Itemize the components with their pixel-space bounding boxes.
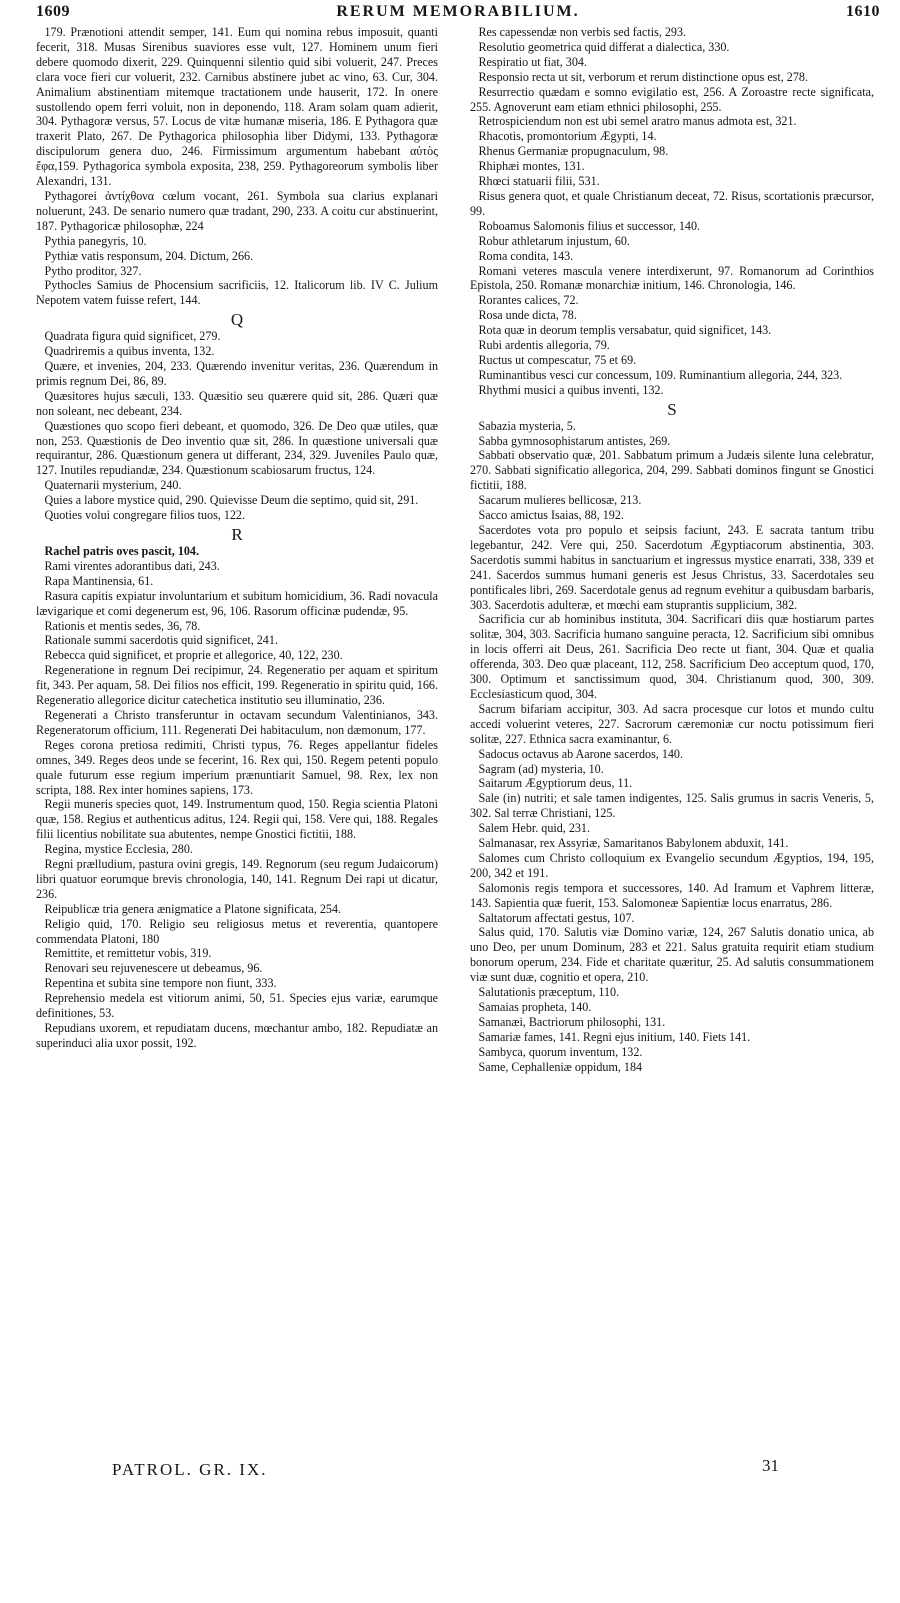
index-entry: Sagram (ad) mysteria, 10. bbox=[478, 761, 604, 776]
index-entry: Sambyca, quorum inventum, 132. bbox=[478, 1044, 643, 1059]
index-entry: Regii muneris species quot, 149. Instrumentum quod, 150. Regia scientia Platoni quæ, 158. Regius et authenticus aditus, 124. Regii qui, 158. Vere qui, 188. Regales filii licentius nobilitate sua abutentes, nempe Gnostici fictitii, 188. bbox=[36, 797, 438, 842]
section-letter: S bbox=[667, 399, 677, 419]
index-entry: Rota quæ in deorum templis versabatur, quid significet, 143. bbox=[478, 323, 772, 338]
index-entry: Remittite, et remittetur vobis, 319. bbox=[44, 946, 212, 961]
index-entry: Respiratio ut fiat, 304. bbox=[478, 54, 587, 69]
index-entry: Sacerdotes vota pro populo et seipsis faciunt, 243. E sacrata tantum tribu legebantur, 242. Vere qui, 250. Sacerdotum Ægyptiacorum abstinentia, 303. Sacerdotis summi habitus in sanctuarium et ingressus mystice enarrati, 338, 339 et 241. Sacerdos summus humani generis est Jesus Christus, 33. Sacerdotales seu pontificales libri, 269. Sacerdotale genus ad regnum evehitur a quibusdam barbaris, 303. Sacerdotis adulteræ, et mœchi eam stuprantis supplicium, 382. bbox=[470, 523, 875, 612]
running-header bbox=[36, 3, 880, 25]
index-entry: Rhenus Germaniæ propugnaculum, 98. bbox=[478, 144, 669, 159]
index-entry: Samanæi, Bactriorum philosophi, 131. bbox=[478, 1014, 666, 1029]
index-entry: Ruminantibus vesci cur concessum, 109. Ruminantium allegoria, 244, 323. bbox=[478, 367, 843, 382]
index-entry: Quæsitores hujus sæculi, 133. Quæsitio seu quærere quid sit, 286. Quæri quæ non soleant, nec debeant, 234. bbox=[36, 388, 438, 418]
index-entry: Pythocles Samius de Phocensium sacrificiis, 12. Italicorum lib. IV C. Julium Nepotem vatem fuisse refert, 144. bbox=[36, 278, 438, 308]
index-entry: 179. Prænotioni attendit semper, 141. Eum qui nomina rebus imposuit, quanti fecerit, 318. Musas Sirenibus suaviores esse vult, 127. Hominem unum fieri debere quomodo dixerit, 229. Quinquenni silentio quid sibi voluerit, 247. Preces clara voce fieri cur voluerit, 232. Carnibus abstinere jubet ac vino, 63. Cur, 304. Animalium abstinentiam mitemque tractationem unde hauserit, 172. In onere sustollendo opem ferri voluit, non in deponendo, 118. Aram solam quam adierit, 304. Pythagoræ versus, 57. Locus de vitæ humanæ miseria, 186. E Pythagora quæ traxerit Plato, 267. De Pythagorica philosophia liber Didymi, 133. Pythagoræ discipulorum genera duo, 246. Firmissimum argumentum habebant αὐτὸς ἔφα,159. Pythagorica symbola exposita, 238, 259. Pythagoreorum symbolis liber Alexandri, 131. bbox=[36, 25, 438, 189]
signature-mark: PATROL. GR. IX. bbox=[112, 1460, 268, 1479]
index-entry: Regni prælludium, pastura ovini gregis, 149. Regnorum (seu regum Judaicorum) libri quatuor eorumque brevis chronologia, 140, 141. Regnum Dei rapi ut dicatur, 236. bbox=[36, 857, 438, 901]
index-entry: Res capessendæ non verbis sed factis, 293. bbox=[478, 25, 687, 39]
index-entry: Quære, et invenies, 204, 233. Quærendo invenitur veritas, 236. Quærendum in primis regnum Dei, 86, 89. bbox=[36, 359, 438, 388]
index-entry: Ructus ut compescatur, 75 et 69. bbox=[478, 352, 637, 367]
index-entry: Quoties volui congregare filios tuos, 122. bbox=[44, 508, 245, 523]
index-entry: Rebecca quid significet, et proprie et allegorice, 40, 122, 230. bbox=[44, 648, 343, 663]
section-letter: R bbox=[231, 525, 243, 544]
index-entry: Rubi ardentis allegoria, 79. bbox=[478, 338, 610, 353]
index-entry: Salmanasar, rex Assyriæ, Samaritanos Babylonem abduxit, 141. bbox=[478, 836, 789, 851]
running-title: RERUM MEMORABILIUM. bbox=[336, 3, 580, 20]
index-entry: Resurrectio quædam e somno evigilatio est, 256. A Zoroastre recte significata, 255. Agnoverunt eam etiam ethnici philosophi, 255. bbox=[470, 84, 874, 114]
index-entry: Sale (in) nutriti; et sale tamen indigentes, 125. Salis grumus in sacris Veneris, 5, 302. Sal terræ Christiani, 125. bbox=[470, 791, 874, 821]
index-entry: Pytho proditor, 327. bbox=[44, 263, 142, 278]
index-entry: Rhacotis, promontorium Ægypti, 14. bbox=[478, 129, 657, 144]
index-entry: Romani veteres mascula venere interdixerunt, 97. Romanorum ad Corinthios Epistola, 250. Romanæ monarchiæ initium, 146. Chronologia, 146. bbox=[470, 263, 874, 293]
index-entry: Rasura capitis expiatur involuntarium et subitum homicidium, 36. Radi novacula lævigarique et comi degenerum est, 96, 106. Rasorum officinæ pudendæ, 95. bbox=[36, 588, 438, 618]
index-entry: Pythiæ vatis responsum, 204. Dictum, 266. bbox=[44, 248, 254, 263]
index-entry: Robur athletarum injustum, 60. bbox=[478, 233, 630, 248]
index-entry: Samaias propheta, 140. bbox=[478, 1000, 592, 1014]
page-number-left: 1609 bbox=[36, 3, 70, 20]
index-entry: Roma condita, 143. bbox=[478, 248, 574, 263]
page-number-right: 1610 bbox=[846, 3, 880, 20]
index-entry: Reprehensio medela est vitiorum animi, 50, 51. Species ejus variæ, earumque definitiones, 53. bbox=[36, 991, 438, 1021]
index-entry: Saitarum Ægyptiorum deus, 11. bbox=[478, 776, 633, 791]
index-entry: Pythagorei ἀντίχθονα cœlum vocant, 261. Symbola sua clarius explanari noluerunt, 243. De senario numero quæ tradant, 290, 233. A coitu cur abstinuerint, 187. Pythagoricæ philosophæ, 224 bbox=[36, 188, 438, 233]
index-entry: Same, Cephalleniæ oppidum, 184 bbox=[478, 1059, 643, 1074]
index-entry: Sacrificia cur ab hominibus instituta, 304. Sacrificari diis quæ hostiarum partes solitæ, 304, 303. Sacrificia humano sanguine peracta, 12. Sacrificium sibi omnibus in locis offerri ait Deus, 261. Sacrificia Deo recte ut fiant, 304. Quæ et qualia offerenda, 303. Deo quæ placeant, 112, 258. Sacrificium Deo acceptum quod, 170, 300. Optimum et sanctissimum quod, 304. Christianum quod, 300, 309. Ecclesiasticum quod, 304. bbox=[470, 612, 874, 701]
section-letter: Q bbox=[230, 310, 244, 330]
index-entry: Religio quid, 170. Religio seu religiosus metus et reverentia, quantopere commendata Platoni, 180 bbox=[36, 916, 438, 946]
index-entry: Salus quid, 170. Salutis viæ Domino variæ, 124, 267 Salutis donatio unica, ab uno Deo, per unum Dominum, 283 et 221. Salus gratuita requirit etiam studium bonorum operum, 234. Fide et charitate quæritur, 25. Ad salutis consummationem viæ sunt duæ, cognitio et opera, 210. bbox=[470, 925, 874, 985]
index-column-right bbox=[470, 25, 874, 1075]
index-entry: Repentina et subita sine tempore non fiunt, 333. bbox=[44, 976, 277, 991]
index-entry: Sadocus octavus ab Aarone sacerdos, 140. bbox=[478, 746, 683, 761]
index-entry: Salutationis præceptum, 110. bbox=[478, 985, 620, 1000]
index-entry: Sacarum mulieres bellicosæ, 213. bbox=[478, 493, 642, 508]
index-entry: Regenerati a Christo transferuntur in octavam secundum Valentinianos, 343. Regeneratorum officium, 111. Regenerati Dei habitaculum, non dæmonum, 177. bbox=[36, 707, 438, 737]
index-entry: Sacrum bifariam accipitur, 303. Ad sacra procesque cur lotos et mundo cultu accedi voluerint veteres, 227. Sacrorum cæremoniæ cur noctu potissimum fieri solitæ, 227. Ethnica sacra examinantur, 6. bbox=[470, 701, 874, 746]
index-entry: Reges corona pretiosa redimiti, Christi typus, 76. Reges appellantur fideles omnes, 349. Reges deos unde se fecerint, 16. Rex qui, 150. Regem petenti populo quale futurum esse regium imperium prænuntiarit Samuel, 98. Rex, lex non scripta, 188. Rex inter homines sapiens, 173. bbox=[36, 737, 438, 797]
index-entry: Rhiphæi montes, 131. bbox=[478, 159, 585, 174]
index-entry: Regeneratione in regnum Dei recipimur, 24. Regeneratio per aquam et spiritum fit, 343. Per aquam, 58. Dei filios nos efficit, 199. Regeneratio in spiritu quid, 166. Regeneratio allegorice dicitur catechetica institutio seu illuminatio, 236. bbox=[36, 663, 438, 708]
index-entry: Resolutio geometrica quid differat a dialectica, 330. bbox=[478, 39, 730, 54]
index-entry: Reipublicæ tria genera ænigmatice a Platone significata, 254. bbox=[44, 901, 342, 916]
index-entry: Renovari seu rejuvenescere ut debeamus, 96. bbox=[44, 961, 263, 976]
index-entry: Responsio recta ut sit, verborum et rerum distinctione opus est, 278. bbox=[478, 69, 808, 84]
index-entry: Rapa Mantinensia, 61. bbox=[44, 573, 154, 588]
index-entry: Repudians uxorem, et repudiatam ducens, mœchantur ambo, 182. Repudiatæ an superinduci alia uxor possit, 192. bbox=[36, 1021, 438, 1050]
index-entry: Quæstiones quo scopo fieri debeant, et quomodo, 326. De Deo quæ utiles, quæ non, 253. Quæstionis de Deo inventio quæ sit, 286. In quæstione universali quæ requirantur, 286. Quæstionum genera ut differant, 234, 329. Juveniles Paulo quæ, 127. Inutiles repudiandæ, 234. Quæstionum scabiosarum fructus, 124. bbox=[36, 418, 438, 478]
index-entry: Sabazia mysteria, 5. bbox=[478, 418, 576, 433]
index-entry: Quadriremis a quibus inventa, 132. bbox=[44, 344, 215, 359]
sheet-number: 31 bbox=[762, 1456, 779, 1475]
index-entry: Sabbati observatio quæ, 201. Sabbatum primum a Judæis silente luna celebratur, 270. Sabbati significatio allegorica, 204, 299. Sabbati dominos fingunt se Gnostici fictitii, 188. bbox=[470, 448, 874, 493]
index-entry: Sabba gymnosophistarum antistes, 269. bbox=[478, 433, 671, 448]
index-entry: Retrospiciendum non est ubi semel aratro manus admota est, 321. bbox=[478, 114, 797, 129]
index-entry: Regina, mystice Ecclesia, 280. bbox=[44, 842, 193, 857]
index-entry: Rationis et mentis sedes, 36, 78. bbox=[44, 618, 201, 633]
index-entry: Quaternarii mysterium, 240. bbox=[44, 478, 182, 493]
index-entry: Risus genera quot, et quale Christianum deceat, 72. Risus, scortationis præcursor, 99. bbox=[470, 188, 874, 218]
index-entry: Pythia panegyris, 10. bbox=[44, 233, 147, 248]
index-entry: Rachel patris oves pascit, 104. bbox=[44, 544, 199, 558]
index-entry: Saltatorum affectati gestus, 107. bbox=[478, 910, 635, 925]
index-entry: Rorantes calices, 72. bbox=[478, 293, 579, 308]
index-entry: Salem Hebr. quid, 231. bbox=[478, 821, 590, 836]
index-entry: Salomes cum Christo colloquium ex Evangelio secundum Ægyptios, 194, 195, 200, 342 et 191. bbox=[470, 850, 874, 880]
index-entry: Rationale summi sacerdotis quid significet, 241. bbox=[44, 633, 278, 648]
index-entry: Quadrata figura quid significet, 279. bbox=[44, 329, 221, 344]
index-entry: Quies a labore mystice quid, 290. Quievisse Deum die septimo, quid sit, 291. bbox=[44, 493, 419, 508]
index-entry: Rhythmi musici a quibus inventi, 132. bbox=[478, 382, 664, 397]
index-entry: Rhœci statuarii filii, 531. bbox=[478, 174, 600, 189]
index-column-left bbox=[36, 25, 438, 1051]
index-entry: Salomonis regis tempora et successores, 140. Ad Iramum et Vaphrem litteræ, 143. Sapientia quæ fuerit, 153. Salomoneæ Sapientiæ locus enarratus, 286. bbox=[470, 880, 874, 910]
index-entry: Roboamus Salomonis filius et successor, 140. bbox=[478, 218, 701, 233]
index-entry: Rami virentes adorantibus dati, 243. bbox=[44, 558, 220, 573]
index-entry: Rosa unde dicta, 78. bbox=[478, 308, 577, 323]
index-entry: Samariæ fames, 141. Regni ejus initium, 140. Fiets 141. bbox=[478, 1029, 751, 1044]
index-entry: Sacco amictus Isaias, 88, 192. bbox=[478, 508, 624, 523]
